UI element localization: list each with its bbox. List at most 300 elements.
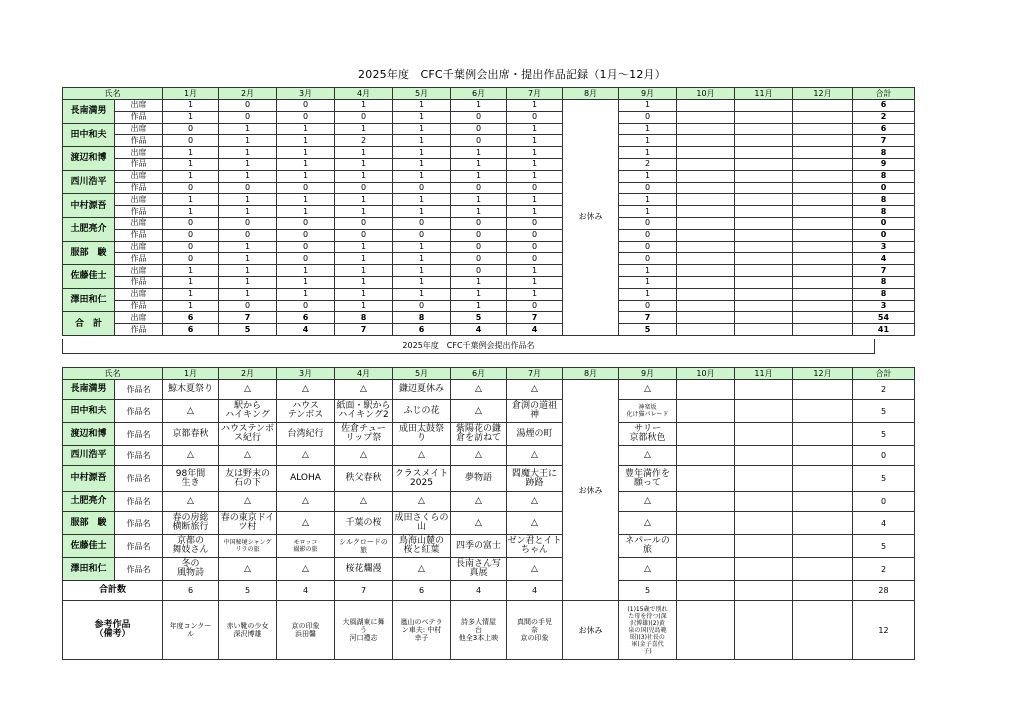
empty-cell — [677, 492, 735, 512]
work-title-cell: △ — [619, 380, 677, 400]
work-title-cell: △ — [393, 558, 451, 581]
header-month: 1月 — [163, 88, 219, 100]
member-row — [63, 158, 915, 170]
break-cell: お休み — [563, 100, 619, 336]
count-cell: 1 — [219, 147, 277, 159]
empty-cell — [735, 466, 793, 492]
works-row — [63, 466, 915, 492]
member-row — [63, 194, 915, 206]
count-cell: 1 — [163, 288, 219, 300]
count-cell: 1 — [335, 253, 393, 265]
count-cell: 1 — [163, 147, 219, 159]
count-cell — [677, 253, 735, 265]
count-cell: 1 — [335, 100, 393, 112]
reference-cell: 詩多人情屋 台 他全3本上映 — [451, 601, 507, 660]
count-cell — [677, 217, 735, 229]
total-cell — [677, 324, 735, 336]
count-cell: 0 — [393, 300, 451, 312]
work-title-cell: △ — [507, 492, 563, 512]
count-cell: 1 — [619, 135, 677, 147]
count-cell: 0 — [163, 182, 219, 194]
empty-cell — [735, 512, 793, 535]
total-cell — [735, 324, 793, 336]
count-cell: 4 — [853, 253, 915, 265]
attend-label: 出席 — [115, 147, 163, 159]
total-cell: 6 — [163, 324, 219, 336]
count-cell: 1 — [335, 288, 393, 300]
header-month: 7月 — [507, 368, 563, 380]
work-title-cell: モロッコ 撮影の旅 — [277, 535, 335, 558]
work-count-cell: 0 — [853, 446, 915, 466]
header-row — [63, 368, 915, 380]
count-cell — [735, 253, 793, 265]
header-month: 3月 — [277, 88, 335, 100]
member-name: 田中和夫 — [63, 400, 115, 423]
count-cell: 1 — [219, 194, 277, 206]
count-cell — [793, 206, 853, 218]
count-cell: 1 — [619, 147, 677, 159]
member-row — [63, 135, 915, 147]
count-cell: 1 — [393, 206, 451, 218]
work-title-cell: 駅から ハイキング — [219, 400, 277, 423]
header-month: 1月 — [163, 368, 219, 380]
work-title-cell: 春の東京ドイ ツ村 — [219, 512, 277, 535]
count-cell: 1 — [277, 123, 335, 135]
empty-cell — [677, 423, 735, 446]
total-cell: 8 — [393, 312, 451, 324]
count-cell: 1 — [277, 288, 335, 300]
count-cell: 0 — [335, 182, 393, 194]
work-name-label: 作品名 — [115, 446, 163, 466]
count-cell: 1 — [277, 170, 335, 182]
count-cell — [735, 170, 793, 182]
work-title-cell: △ — [335, 380, 393, 400]
empty-cell — [793, 512, 853, 535]
member-row — [63, 253, 915, 265]
work-title-cell: 中国秘境シャング リラの旅 — [219, 535, 277, 558]
count-cell — [735, 229, 793, 241]
works-total-cell: 4 — [507, 581, 563, 601]
count-cell — [677, 135, 735, 147]
total-cell — [735, 312, 793, 324]
work-title-cell: 湯煙の町 — [507, 423, 563, 446]
empty-cell — [735, 581, 793, 601]
member-row — [63, 123, 915, 135]
total-cell: 8 — [335, 312, 393, 324]
count-cell: 1 — [219, 265, 277, 277]
count-cell: 1 — [335, 170, 393, 182]
work-title-cell: 冬の 風物詩 — [163, 558, 219, 581]
reference-cell: 大風湖東に舞 う 河口禮志 — [335, 601, 393, 660]
count-cell — [793, 123, 853, 135]
work-name-label: 作品名 — [115, 380, 163, 400]
count-cell: 1 — [507, 100, 563, 112]
member-name: 渡辺和博 — [63, 147, 115, 171]
count-cell — [735, 288, 793, 300]
work-title-cell: クラスメイト 2025 — [393, 466, 451, 492]
count-cell: 1 — [451, 158, 507, 170]
total-cell: 7 — [507, 312, 563, 324]
count-cell: 8 — [853, 206, 915, 218]
work-name-label: 作品名 — [115, 512, 163, 535]
count-cell — [793, 288, 853, 300]
count-cell: 1 — [507, 276, 563, 288]
work-title-cell: 京都の 舞妓さん — [163, 535, 219, 558]
works-table — [62, 367, 915, 660]
work-title-cell: 友は野末の 石の下 — [219, 466, 277, 492]
attend-label: 出席 — [115, 217, 163, 229]
count-cell: 8 — [853, 170, 915, 182]
header-month: 6月 — [451, 368, 507, 380]
count-cell: 1 — [393, 111, 451, 123]
count-cell: 1 — [393, 276, 451, 288]
work-title-cell: △ — [451, 512, 507, 535]
count-cell: 0 — [507, 300, 563, 312]
empty-cell — [735, 535, 793, 558]
header-month: 12月 — [793, 368, 853, 380]
header-month: 12月 — [793, 88, 853, 100]
work-title-cell: 佐倉チュー リップ祭 — [335, 423, 393, 446]
count-cell: 0 — [451, 265, 507, 277]
count-cell — [677, 206, 735, 218]
count-cell: 1 — [219, 288, 277, 300]
count-cell — [793, 158, 853, 170]
work-title-cell: △ — [219, 446, 277, 466]
count-cell: 6 — [853, 123, 915, 135]
work-title-cell: △ — [219, 492, 277, 512]
reference-cell: 嵐山のベテラ ン車夫: 中村 幸子 — [393, 601, 451, 660]
member-row — [63, 276, 915, 288]
works-total-label: 合計数 — [63, 581, 163, 601]
work-title-cell: △ — [163, 492, 219, 512]
count-cell: 1 — [451, 206, 507, 218]
count-cell: 0 — [853, 229, 915, 241]
count-cell — [735, 265, 793, 277]
work-title-cell: ALOHA — [277, 466, 335, 492]
total-cell: 5 — [619, 324, 677, 336]
work-title-cell: ハウステンボ ス紀行 — [219, 423, 277, 446]
count-cell: 1 — [451, 300, 507, 312]
total-cell: 5 — [219, 324, 277, 336]
reference-cell: 赤い靴の少女 深沢博雄 — [219, 601, 277, 660]
count-cell — [677, 147, 735, 159]
empty-cell — [677, 535, 735, 558]
works-row — [63, 558, 915, 581]
works-total-cell: 6 — [163, 581, 219, 601]
count-cell: 3 — [853, 241, 915, 253]
count-cell — [677, 170, 735, 182]
work-title-cell: 神楽坂 化け猫パレード — [619, 400, 677, 423]
count-cell: 0 — [853, 182, 915, 194]
work-name-label: 作品名 — [115, 466, 163, 492]
count-cell — [677, 288, 735, 300]
count-cell: 0 — [619, 241, 677, 253]
works-grand-total: 28 — [853, 581, 915, 601]
header-month: 6月 — [451, 88, 507, 100]
empty-cell — [735, 446, 793, 466]
work-count-cell: 2 — [853, 380, 915, 400]
count-cell: 0 — [507, 241, 563, 253]
work-title-cell: 成田太鼓祭 り — [393, 423, 451, 446]
count-cell — [677, 123, 735, 135]
work-title-cell: △ — [277, 512, 335, 535]
work-title-cell: 98年間 生き — [163, 466, 219, 492]
member-row — [63, 170, 915, 182]
reference-cell: 京の印象 浜田馨 — [277, 601, 335, 660]
count-cell — [735, 182, 793, 194]
count-cell — [793, 111, 853, 123]
works-label: 作品 — [115, 158, 163, 170]
count-cell: 8 — [853, 194, 915, 206]
attend-label: 出席 — [115, 312, 163, 324]
work-title-cell: △ — [619, 512, 677, 535]
work-title-cell: 桜花爛漫 — [335, 558, 393, 581]
work-title-cell: △ — [619, 558, 677, 581]
empty-cell — [677, 446, 735, 466]
member-name: 土肥亮介 — [63, 492, 115, 512]
count-cell: 1 — [335, 147, 393, 159]
count-cell — [793, 194, 853, 206]
work-title-cell: △ — [507, 380, 563, 400]
work-title-cell: 豊年満作を 願って — [619, 466, 677, 492]
count-cell: 0 — [335, 229, 393, 241]
works-label: 作品 — [115, 182, 163, 194]
count-cell: 1 — [335, 265, 393, 277]
count-cell — [677, 265, 735, 277]
count-cell — [793, 182, 853, 194]
count-cell: 2 — [619, 158, 677, 170]
empty-cell — [793, 492, 853, 512]
header-month: 8月 — [563, 88, 619, 100]
attendance-table — [62, 87, 915, 336]
empty-cell — [793, 466, 853, 492]
works-total-cell: 5 — [619, 581, 677, 601]
header-month: 5月 — [393, 88, 451, 100]
work-title-cell: △ — [451, 380, 507, 400]
count-cell: 0 — [219, 217, 277, 229]
count-cell: 1 — [507, 135, 563, 147]
count-cell — [677, 229, 735, 241]
count-cell: 0 — [219, 100, 277, 112]
count-cell: 1 — [451, 276, 507, 288]
work-name-label: 作品名 — [115, 400, 163, 423]
count-cell: 0 — [451, 111, 507, 123]
works-row — [63, 535, 915, 558]
count-cell: 0 — [277, 217, 335, 229]
total-cell: 4 — [507, 324, 563, 336]
works-total-cell: 4 — [277, 581, 335, 601]
count-cell: 1 — [219, 206, 277, 218]
count-cell: 1 — [335, 194, 393, 206]
work-title-cell: △ — [163, 446, 219, 466]
count-cell: 1 — [163, 276, 219, 288]
work-title-cell: △ — [219, 380, 277, 400]
work-count-cell: 5 — [853, 535, 915, 558]
count-cell: 3 — [853, 300, 915, 312]
empty-cell — [793, 535, 853, 558]
work-title-cell: シルクロードの 旅 — [335, 535, 393, 558]
works-total-cell: 5 — [219, 581, 277, 601]
work-title-cell: ゼン君とイト ちゃん — [507, 535, 563, 558]
count-cell: 1 — [451, 288, 507, 300]
empty-cell — [793, 558, 853, 581]
count-cell: 0 — [163, 217, 219, 229]
total-cell: 4 — [451, 324, 507, 336]
total-cell — [793, 324, 853, 336]
empty-cell — [677, 400, 735, 423]
work-title-cell: 紫陽花の鎌 倉を訪ねて — [451, 423, 507, 446]
works-row — [63, 512, 915, 535]
count-cell: 1 — [619, 123, 677, 135]
count-cell: 0 — [277, 111, 335, 123]
count-cell: 1 — [335, 158, 393, 170]
work-title-cell: △ — [451, 492, 507, 512]
header-month: 8月 — [563, 368, 619, 380]
work-count-cell: 5 — [853, 466, 915, 492]
count-cell: 1 — [507, 158, 563, 170]
count-cell: 1 — [163, 111, 219, 123]
count-cell — [677, 241, 735, 253]
work-title-cell: △ — [451, 446, 507, 466]
member-name: 渡辺和博 — [63, 423, 115, 446]
reference-count: 12 — [853, 601, 915, 660]
count-cell: 0 — [393, 217, 451, 229]
count-cell: 1 — [507, 123, 563, 135]
work-title-cell: △ — [619, 492, 677, 512]
count-cell: 0 — [451, 229, 507, 241]
count-cell: 1 — [393, 253, 451, 265]
count-cell — [677, 111, 735, 123]
work-title-cell: 四季の富士 — [451, 535, 507, 558]
work-title-cell: △ — [507, 512, 563, 535]
works-row — [63, 423, 915, 446]
count-cell: 1 — [619, 170, 677, 182]
member-row — [63, 111, 915, 123]
header-month: 4月 — [335, 368, 393, 380]
member-row — [63, 300, 915, 312]
count-cell: 1 — [335, 300, 393, 312]
count-cell — [793, 265, 853, 277]
count-cell: 0 — [619, 253, 677, 265]
work-name-label: 作品名 — [115, 492, 163, 512]
member-name: 服部 駿 — [63, 512, 115, 535]
header-month: 3月 — [277, 368, 335, 380]
header-month: 9月 — [619, 88, 677, 100]
count-cell: 1 — [507, 265, 563, 277]
work-title-cell: 長南さん写 真展 — [451, 558, 507, 581]
totals-row — [63, 324, 915, 336]
count-cell: 0 — [277, 100, 335, 112]
count-cell: 0 — [451, 135, 507, 147]
total-cell: 41 — [853, 324, 915, 336]
work-title-cell: ふじの花 — [393, 400, 451, 423]
works-total-row — [63, 581, 915, 601]
count-cell: 0 — [277, 300, 335, 312]
header-month: 11月 — [735, 88, 793, 100]
total-cell — [677, 312, 735, 324]
empty-cell — [793, 400, 853, 423]
reference-cell: 年度コンクー ル — [163, 601, 219, 660]
count-cell: 1 — [393, 135, 451, 147]
count-cell: 1 — [163, 158, 219, 170]
count-cell — [677, 276, 735, 288]
count-cell: 0 — [451, 182, 507, 194]
count-cell: 0 — [507, 229, 563, 241]
member-name: 佐藤佳士 — [63, 535, 115, 558]
count-cell — [735, 135, 793, 147]
work-title-cell: 鯨木夏祭り — [163, 380, 219, 400]
count-cell: 1 — [507, 194, 563, 206]
empty-cell — [677, 512, 735, 535]
attend-label: 出席 — [115, 123, 163, 135]
work-title-cell: 千葉の桜 — [335, 512, 393, 535]
break-cell: お休み — [563, 380, 619, 601]
works-row — [63, 492, 915, 512]
work-title-cell: △ — [277, 446, 335, 466]
works-label: 作品 — [115, 324, 163, 336]
header-month: 5月 — [393, 368, 451, 380]
count-cell — [677, 182, 735, 194]
work-count-cell: 5 — [853, 423, 915, 446]
count-cell: 0 — [619, 182, 677, 194]
count-cell: 1 — [619, 206, 677, 218]
count-cell: 0 — [619, 300, 677, 312]
count-cell: 0 — [451, 241, 507, 253]
works-label: 作品 — [115, 253, 163, 265]
work-title-cell: △ — [163, 400, 219, 423]
empty-cell — [793, 380, 853, 400]
total-cell: 5 — [451, 312, 507, 324]
works-label: 作品 — [115, 300, 163, 312]
member-row — [63, 206, 915, 218]
member-row — [63, 100, 915, 112]
count-cell: 1 — [393, 265, 451, 277]
header-name: 氏名 — [63, 88, 163, 100]
works-label: 作品 — [115, 229, 163, 241]
works-total-cell: 6 — [393, 581, 451, 601]
count-cell: 0 — [219, 182, 277, 194]
count-cell: 0 — [277, 253, 335, 265]
reference-cell: 真間の手児 奈 京の印象 — [507, 601, 563, 660]
count-cell: 1 — [277, 194, 335, 206]
count-cell: 1 — [163, 170, 219, 182]
member-name: 服部 駿 — [63, 241, 115, 265]
work-title-cell: ネパールの 旅 — [619, 535, 677, 558]
count-cell: 1 — [277, 276, 335, 288]
count-cell: 1 — [277, 147, 335, 159]
count-cell: 2 — [853, 111, 915, 123]
count-cell: 1 — [393, 241, 451, 253]
count-cell: 9 — [853, 158, 915, 170]
work-title-cell: 閻魔大王に 跡路 — [507, 466, 563, 492]
work-title-cell: △ — [507, 446, 563, 466]
header-name: 氏名 — [63, 368, 163, 380]
count-cell: 0 — [619, 111, 677, 123]
member-name: 中村源吾 — [63, 466, 115, 492]
count-cell: 1 — [393, 194, 451, 206]
count-cell: 1 — [393, 100, 451, 112]
empty-cell — [793, 581, 853, 601]
work-name-label: 作品名 — [115, 423, 163, 446]
work-title-cell: 夢物語 — [451, 466, 507, 492]
count-cell: 1 — [393, 158, 451, 170]
count-cell — [735, 241, 793, 253]
count-cell: 0 — [335, 217, 393, 229]
count-cell — [793, 100, 853, 112]
count-cell: 1 — [335, 206, 393, 218]
count-cell: 0 — [163, 253, 219, 265]
empty-cell — [677, 558, 735, 581]
